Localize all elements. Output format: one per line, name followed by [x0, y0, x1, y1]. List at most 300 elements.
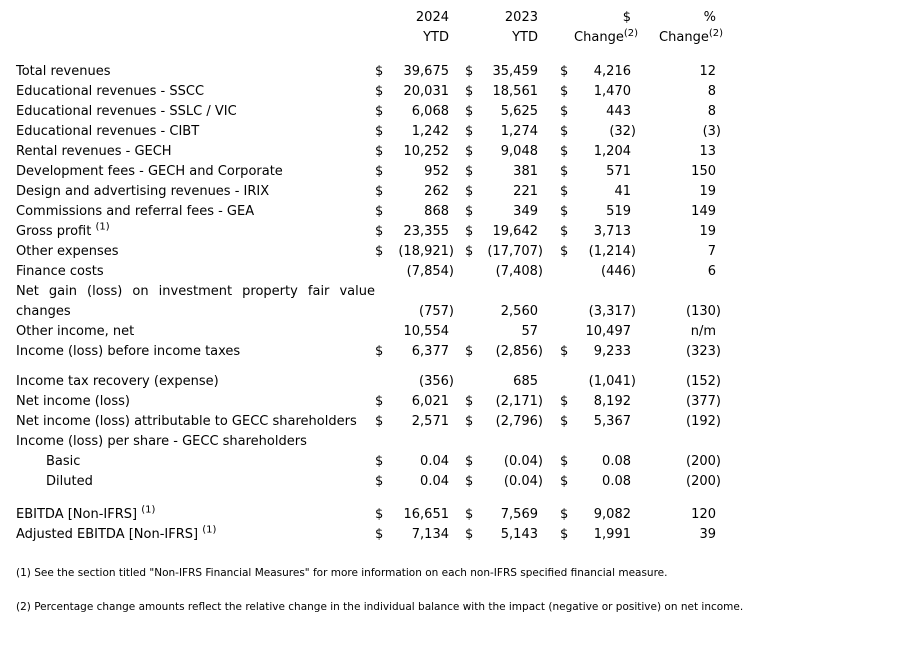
cell-2024-ytd [375, 142, 449, 162]
cell-value: 57 [521, 324, 538, 339]
cell-value: 221 [513, 184, 538, 199]
currency-symbol: $ [375, 64, 384, 79]
column-gap [449, 62, 465, 82]
cell-value: 12 [699, 64, 716, 79]
cell-2023-ytd [465, 262, 543, 282]
column-gap [538, 162, 560, 182]
cell-2024-ytd [375, 505, 449, 525]
currency-symbol: $ [375, 507, 384, 522]
cell-value: (0.04) [503, 474, 543, 489]
cell-2024-ytd [375, 412, 449, 432]
cell-dollar-change [560, 432, 631, 452]
cell-2023-ytd [465, 102, 538, 122]
currency-symbol: $ [560, 124, 569, 139]
currency-symbol: $ [560, 507, 569, 522]
cell-value: 7,134 [411, 527, 449, 542]
cell-value: (2,856) [495, 344, 543, 359]
cell-value: 262 [424, 184, 449, 199]
cell-value: (446) [601, 264, 636, 279]
cell-percent-change [631, 432, 716, 452]
cell-dollar-change [560, 182, 631, 202]
cell-value: (1,041) [588, 374, 636, 389]
row-label: Development fees - GECH and Corporate [16, 164, 283, 179]
column-gap [538, 432, 560, 452]
cell-value: 10,554 [403, 324, 449, 339]
row-label: Design and advertising revenues - IRIX [16, 184, 270, 199]
row-label: Commissions and referral fees - GEA [16, 204, 255, 219]
currency-symbol: $ [560, 454, 569, 469]
cell-percent-change [631, 282, 721, 322]
table-row [16, 262, 716, 282]
cell-percent-change [631, 122, 721, 142]
cell-2024-ytd [375, 472, 449, 492]
table-row [16, 82, 716, 102]
header-2023-ytd: 2023 YTD [504, 10, 538, 45]
cell-2024-ytd [375, 392, 449, 412]
currency-symbol: $ [560, 204, 569, 219]
cell-value: 13 [699, 144, 716, 159]
cell-value: (3) [702, 124, 721, 139]
cell-value: 16,651 [403, 507, 449, 522]
row-label: EBITDA [Non-IFRS] $^{(1)}$ [16, 504, 156, 522]
row-label: Diluted [46, 474, 93, 489]
cell-value: (192) [686, 414, 721, 429]
column-gap [538, 182, 560, 202]
cell-2024-ytd [375, 222, 449, 242]
cell-2023-ytd [465, 142, 538, 162]
table-row [16, 322, 716, 342]
cell-value: 1,991 [593, 527, 631, 542]
currency-symbol: $ [465, 184, 474, 199]
column-gap [449, 122, 465, 142]
cell-percent-change [631, 372, 721, 392]
cell-2023-ytd [465, 122, 538, 142]
currency-symbol: $ [465, 164, 474, 179]
cell-dollar-change [560, 372, 636, 392]
row-label: Income (loss) before income taxes [16, 344, 241, 359]
cell-percent-change [631, 202, 716, 222]
cell-2023-ytd [465, 162, 538, 182]
cell-2023-ytd [465, 372, 538, 392]
column-gap [449, 202, 465, 222]
cell-percent-change [631, 505, 716, 525]
cell-value: 41 [614, 184, 631, 199]
cell-value: 952 [424, 164, 449, 179]
cell-2023-ytd [465, 182, 538, 202]
cell-dollar-change [560, 62, 631, 82]
cell-value: (7,408) [495, 264, 543, 279]
row-label: Educational revenues - SSCC [16, 84, 205, 99]
currency-symbol: $ [465, 124, 474, 139]
currency-symbol: $ [375, 184, 384, 199]
column-gap [449, 525, 465, 545]
cell-value: 6,021 [411, 394, 449, 409]
cell-value: 381 [513, 164, 538, 179]
cell-value: 19 [699, 184, 716, 199]
cell-value: 1,470 [593, 84, 631, 99]
column-gap [449, 472, 465, 492]
currency-symbol: $ [560, 144, 569, 159]
column-gap [449, 142, 465, 162]
cell-2023-ytd [465, 342, 543, 362]
currency-symbol: $ [465, 414, 474, 429]
row-label: Income (loss) per share - GECC shareholders [16, 434, 307, 449]
column-gap [538, 372, 560, 392]
cell-value: n/m [690, 324, 716, 339]
cell-2024-ytd [375, 342, 449, 362]
cell-dollar-change [560, 322, 631, 342]
cell-value: 685 [513, 374, 538, 389]
row-label: Finance costs [16, 264, 104, 279]
cell-value: 10,252 [403, 144, 449, 159]
cell-value: 7,569 [500, 507, 538, 522]
column-gap [538, 62, 560, 82]
footnote-1-marker: (1) [95, 221, 110, 233]
cell-value: 19 [699, 224, 716, 239]
row-label: Other income, net [16, 324, 135, 339]
table-header [16, 8, 723, 62]
cell-value: 0.04 [420, 474, 449, 489]
table-row [16, 242, 716, 262]
cell-2024-ytd [375, 162, 449, 182]
cell-value: 8 [707, 84, 716, 99]
currency-symbol: $ [560, 414, 569, 429]
cell-percent-change [631, 412, 721, 432]
row-label: Income tax recovery (expense) [16, 374, 219, 389]
cell-percent-change [631, 102, 716, 122]
column-gap [538, 525, 560, 545]
cell-2023-ytd [465, 392, 543, 412]
cell-value: 150 [691, 164, 716, 179]
table-row [16, 372, 716, 392]
column-gap [538, 202, 560, 222]
cell-value: 35,459 [492, 64, 538, 79]
cell-value: 3,713 [593, 224, 631, 239]
table-row [16, 505, 716, 525]
cell-dollar-change [560, 282, 636, 322]
cell-dollar-change [560, 82, 631, 102]
cell-2024-ytd [375, 182, 449, 202]
cell-value: 1,204 [593, 144, 631, 159]
currency-symbol: $ [465, 104, 474, 119]
cell-value: 9,233 [593, 344, 631, 359]
cell-percent-change [631, 452, 721, 472]
currency-symbol: $ [375, 144, 384, 159]
footnotes-section [16, 562, 761, 618]
table-row [16, 102, 716, 122]
cell-value: 39 [699, 527, 716, 542]
column-gap [449, 222, 465, 242]
cell-value: 120 [691, 507, 716, 522]
currency-symbol: $ [465, 344, 474, 359]
cell-dollar-change [560, 412, 631, 432]
table-row [16, 202, 716, 222]
column-gap [449, 102, 465, 122]
cell-percent-change [631, 142, 716, 162]
cell-dollar-change [560, 122, 636, 142]
cell-value: 0.08 [602, 454, 631, 469]
cell-value: 23,355 [403, 224, 449, 239]
header-2024-ytd: 2024 YTD [415, 10, 449, 45]
table-row [16, 162, 716, 182]
row-label: Other expenses [16, 244, 119, 259]
spacer-cell [16, 362, 716, 372]
currency-symbol: $ [560, 184, 569, 199]
cell-value: 10,497 [585, 324, 631, 339]
currency-symbol: $ [560, 64, 569, 79]
cell-2024-ytd [375, 122, 449, 142]
row-label: Educational revenues - CIBT [16, 124, 200, 139]
currency-symbol: $ [375, 84, 384, 99]
cell-2024-ytd [375, 322, 449, 342]
cell-value: 5,367 [593, 414, 631, 429]
cell-2023-ytd [465, 525, 538, 545]
row-label: Total revenues [16, 64, 111, 79]
cell-2023-ytd [465, 62, 538, 82]
table-row [16, 452, 716, 472]
table-row [16, 392, 716, 412]
cell-value: 7 [707, 244, 716, 259]
column-gap [538, 102, 560, 122]
cell-value: (7,854) [406, 264, 454, 279]
currency-symbol: $ [560, 527, 569, 542]
cell-value: 571 [606, 164, 631, 179]
cell-value: (757) [419, 304, 454, 319]
currency-symbol: $ [465, 224, 474, 239]
cell-dollar-change [560, 162, 631, 182]
row-label: Rental revenues - GECH [16, 144, 172, 159]
cell-value: 0.04 [420, 454, 449, 469]
cell-value: 2,560 [500, 304, 538, 319]
cell-2023-ytd [465, 505, 538, 525]
column-gap [538, 82, 560, 102]
cell-value: 5,625 [500, 104, 538, 119]
cell-2023-ytd [465, 202, 538, 222]
currency-symbol: $ [375, 414, 384, 429]
column-gap [449, 412, 465, 432]
cell-percent-change [631, 82, 716, 102]
cell-dollar-change [560, 472, 631, 492]
cell-dollar-change [560, 242, 636, 262]
header-gap-1 [449, 8, 465, 48]
currency-symbol: $ [465, 474, 474, 489]
cell-value: 519 [606, 204, 631, 219]
column-gap [449, 452, 465, 472]
column-gap [449, 182, 465, 202]
currency-symbol: $ [375, 104, 384, 119]
header-label-spacer [16, 8, 375, 48]
cell-dollar-change [560, 262, 636, 282]
cell-value: 19,642 [492, 224, 538, 239]
cell-2024-ytd [375, 282, 454, 322]
cell-value: 4,216 [593, 64, 631, 79]
currency-symbol: $ [375, 454, 384, 469]
cell-2024-ytd [375, 432, 449, 452]
column-gap [449, 162, 465, 182]
currency-symbol: $ [465, 454, 474, 469]
cell-value: (1,214) [588, 244, 636, 259]
currency-symbol: $ [465, 64, 474, 79]
cell-percent-change [631, 392, 721, 412]
currency-symbol: $ [560, 474, 569, 489]
currency-symbol: $ [465, 394, 474, 409]
cell-value: 0.08 [602, 474, 631, 489]
cell-dollar-change [560, 392, 631, 412]
table-row [16, 182, 716, 202]
row-label: Net income (loss) attributable to GECC shareholders [16, 414, 357, 429]
footnote-2-marker: (2) [708, 27, 723, 39]
cell-value: 149 [691, 204, 716, 219]
table-row [16, 222, 716, 242]
cell-2023-ytd [465, 412, 543, 432]
column-gap [538, 122, 560, 142]
currency-symbol: $ [465, 144, 474, 159]
cell-percent-change [631, 62, 716, 82]
cell-dollar-change [560, 222, 631, 242]
spacer-row [16, 492, 716, 505]
cell-value: (17,707) [487, 244, 543, 259]
cell-value: 6,377 [411, 344, 449, 359]
currency-symbol: $ [375, 344, 384, 359]
cell-2023-ytd [465, 432, 538, 452]
currency-symbol: $ [560, 394, 569, 409]
cell-value: 1,242 [411, 124, 449, 139]
cell-dollar-change [560, 525, 631, 545]
table-row [16, 472, 716, 492]
table-row [16, 122, 716, 142]
cell-percent-change [631, 342, 721, 362]
cell-2024-ytd [375, 452, 449, 472]
cell-value: (3,317) [588, 304, 636, 319]
table-row [16, 525, 716, 545]
currency-symbol: $ [375, 164, 384, 179]
cell-percent-change [631, 472, 721, 492]
table-row [16, 412, 716, 432]
cell-2023-ytd [465, 322, 538, 342]
row-label: Net income (loss) [16, 394, 130, 409]
table-body [16, 62, 721, 545]
table-row [16, 142, 716, 162]
cell-value: 868 [424, 204, 449, 219]
cell-percent-change [631, 242, 716, 262]
cell-value: 1,274 [500, 124, 538, 139]
cell-2024-ytd [375, 62, 449, 82]
column-gap [449, 322, 465, 342]
cell-percent-change [631, 262, 716, 282]
cell-value: (2,796) [495, 414, 543, 429]
currency-symbol: $ [375, 124, 384, 139]
currency-symbol: $ [560, 84, 569, 99]
column-gap [538, 322, 560, 342]
header-gap-2 [538, 8, 560, 48]
column-gap [538, 222, 560, 242]
cell-2023-ytd [465, 242, 543, 262]
cell-value: (130) [686, 304, 721, 319]
currency-symbol: $ [560, 344, 569, 359]
cell-value: (18,921) [398, 244, 454, 259]
column-gap [449, 342, 465, 362]
row-label: Gross profit $^{(1)}$ [16, 221, 110, 239]
cell-2023-ytd [465, 222, 538, 242]
cell-dollar-change [560, 505, 631, 525]
cell-dollar-change [560, 202, 631, 222]
header-dollar-change: $ Change$^{(2)}$ [574, 10, 638, 45]
cell-value: (377) [686, 394, 721, 409]
footnote-2: (2) Percentage change amounts reflect the relative change in the individual balance with the impact (negative or positive) on net income. [16, 601, 744, 613]
cell-dollar-change [560, 142, 631, 162]
cell-percent-change [631, 182, 716, 202]
cell-2024-ytd [375, 242, 454, 262]
footnote-1-marker: (1) [141, 504, 156, 516]
cell-value: (200) [686, 454, 721, 469]
row-label: Educational revenues - SSLC / VIC [16, 104, 237, 119]
cell-2024-ytd [375, 82, 449, 102]
cell-value: 443 [606, 104, 631, 119]
table-row [16, 62, 716, 82]
cell-value: (323) [686, 344, 721, 359]
cell-2024-ytd [375, 262, 454, 282]
cell-value: (356) [419, 374, 454, 389]
currency-symbol: $ [560, 244, 569, 259]
currency-symbol: $ [465, 84, 474, 99]
spacer-row [16, 362, 716, 372]
cell-value: 5,143 [500, 527, 538, 542]
cell-value: 8 [707, 104, 716, 119]
footnote-2-marker: (2) [623, 27, 638, 39]
cell-value: 349 [513, 204, 538, 219]
financial-results-table [16, 8, 723, 545]
row-label: Basic [46, 454, 81, 469]
header-spacer-row [16, 48, 716, 62]
footnote-1: (1) See the section titled "Non-IFRS Financial Measures" for more information on each non-IFRS specified financial measure. [16, 567, 668, 579]
cell-value: 2,571 [411, 414, 449, 429]
currency-symbol: $ [465, 204, 474, 219]
header-percent-change: % Change$^{(2)}$ [659, 10, 723, 45]
cell-value: (0.04) [503, 454, 543, 469]
cell-2023-ytd [465, 452, 543, 472]
cell-dollar-change [560, 342, 631, 362]
cell-dollar-change [560, 452, 631, 472]
cell-value: (32) [609, 124, 636, 139]
cell-value: 18,561 [492, 84, 538, 99]
spacer-cell [16, 492, 716, 505]
cell-value: 9,082 [593, 507, 631, 522]
currency-symbol: $ [375, 394, 384, 409]
header-row [16, 8, 716, 48]
column-gap [538, 142, 560, 162]
currency-symbol: $ [375, 224, 384, 239]
currency-symbol: $ [465, 507, 474, 522]
cell-2023-ytd [465, 82, 538, 102]
currency-symbol: $ [375, 244, 384, 259]
cell-value: 8,192 [593, 394, 631, 409]
cell-2023-ytd [465, 282, 538, 322]
cell-value: (2,171) [495, 394, 543, 409]
currency-symbol: $ [560, 164, 569, 179]
row-label: Adjusted EBITDA [Non-IFRS] $^{(1)}$ [16, 524, 217, 542]
cell-value: 9,048 [500, 144, 538, 159]
cell-percent-change [631, 222, 716, 242]
cell-value: (152) [686, 374, 721, 389]
column-gap [449, 392, 465, 412]
column-gap [538, 505, 560, 525]
cell-value: 39,675 [403, 64, 449, 79]
cell-dollar-change [560, 102, 631, 122]
currency-symbol: $ [375, 527, 384, 542]
table-row [16, 282, 716, 322]
cell-value: 6 [707, 264, 716, 279]
cell-percent-change [631, 525, 716, 545]
